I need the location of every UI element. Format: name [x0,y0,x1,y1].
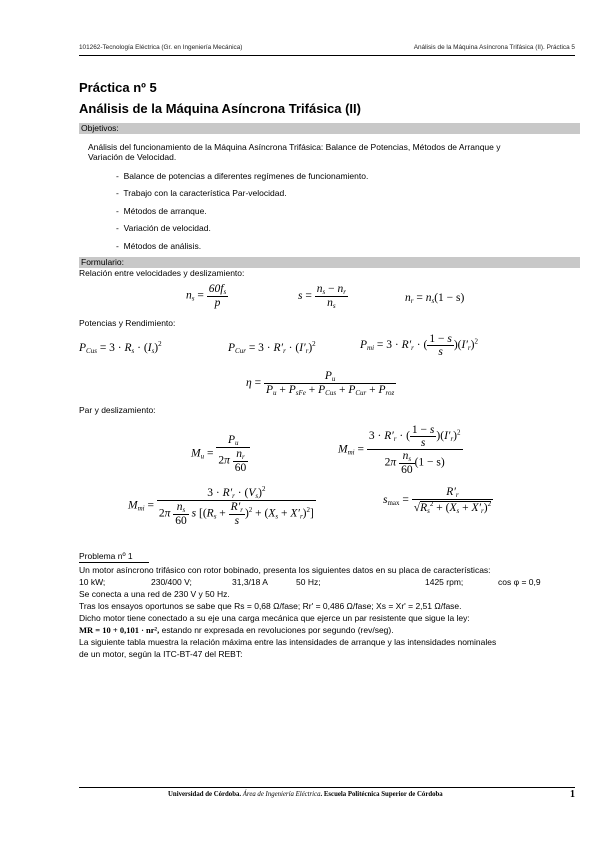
page-title-analisis: Análisis de la Máquina Asíncrona Trifásica (II) [79,101,361,116]
problema-heading: Problema nº 1 [79,551,133,561]
objetivo-item: - Métodos de arranque. [116,206,207,216]
formula-ns: $n_s$ = $\frac{60f_s}{p}$ [186,283,227,309]
formula-efficiency: η = $\frac{P_u}{P_u + P_{sFe} + P_{Cus} + P_{Cur} + P_{roz}}$ [246,370,395,397]
formula-smax: $s_{max}$ = $\frac{R'_r}{√R_s^2 + (X_s + X'_r)^2}$ [383,486,492,515]
formulario-sec-potencias: Potencias y Rendimiento: [79,318,176,328]
objetivo-item: - Balance de potencias a diferentes regímenes de funcionamiento. [116,171,369,181]
header-left: 101262-Tecnología Eléctrica (Gr. en Ingeniería Mecánica) [79,44,243,51]
problema-line8: de un motor, según la ITC-BT-47 del REBT: [79,649,243,659]
formulario-heading: Formulario: [79,257,580,268]
problema-spec-power: 10 kW; [79,577,106,587]
footer-text: Universidad de Córdoba. Área de Ingeniería Eléctrica. Escuela Politécnica Superior de Córdoba [168,791,443,798]
page-title-practica: Práctica nº 5 [79,80,157,95]
problema-line3: Se conecta a una red de 230 V y 50 Hz. [79,589,230,599]
objetivo-item: - Trabajo con la característica Par-velocidad. [116,188,287,198]
formulario-sec-velocidades: Relación entre velocidades y deslizamiento: [79,268,245,278]
problema-line4: Tras los ensayos oportunos se sabe que Rs = 0,68 Ω/fase; Rr' = 0,486 Ω/fase; Xs = Xr' = 2,51 Ω/fase. [79,601,462,611]
page-number: 1 [570,789,575,800]
formula-mu: $M_u$ = $P_u$ 2π $\frac{n_r}{60}$ [191,434,250,474]
problema-spec-frequency: 50 Hz; [296,577,321,587]
formula-slip: s = $\frac{n_s - n_r}{n_s}$ [298,283,346,310]
formulario-sec-par: Par y deslizamiento: [79,405,156,415]
footer-rule [79,787,575,788]
header-rule [79,55,575,56]
problema-spec-cosphi: cos φ = 0,9 [498,577,541,587]
formula-pmi: $P_{mi} = 3 \cdot R'_r$ · ( $\frac{1 - s}{s}$ )$(I'_r)^2$ [360,333,478,358]
objetivos-heading: Objetivos: [79,123,580,134]
problema-line7: La siguiente tabla muestra la relación máxima entre las intensidades de arranque y las intensidades nominales [79,637,497,647]
formula-pcus: $P_{Cus} = 3 \cdot R_s \cdot (I_s)^2$ [79,340,162,355]
header-right: Análisis de la Máquina Asíncrona Trifásica (II). Práctica 5 [413,44,575,51]
problema-line1: Un motor asíncrono trifásico con rotor bobinado, presenta los siguientes datos en su placa de características: [79,565,491,575]
problema-line6: MR = 10 + 0,101 · nr², estando nr expresada en revoluciones por segundo (rev/seg). [79,625,394,635]
objetivos-intro-line1: Análisis del funcionamiento de la Máquina Asíncrona Trifásica: Balance de Potencias, Métodos de Arranque y [88,142,501,152]
formula-pcur: $P_{Cur} = 3 \cdot R'_r \cdot (I'_r)^2$ [228,340,316,355]
formula-mmi-voltage: $M_{mi}$ = $3 \cdot R'_r \cdot (V_s)^2$ 2π $\frac{n_s}{60}$ s [($R_s$ + $\frac{R'_r}{s}$ )$^2 + (X_s + X'_r)^2$] [128,485,314,527]
formula-mmi-slip: $M_{mi}$ = $3 \cdot R'_r$ · ( $\frac{1 - s}{s}$ )$(I'_r)^2$ 2π $\frac{n_s}{60}$ (1 − s) [338,424,461,476]
objetivo-item: - Variación de velocidad. [116,223,211,233]
problema-underline [79,562,149,563]
problema-spec-current: 31,3/18 A [232,577,268,587]
problema-spec-voltage: 230/400 V; [151,577,192,587]
problema-line5: Dicho motor tiene conectado a su eje una carga mecánica que ejerce un par resistente que sigue la ley: [79,613,470,623]
objetivo-item: - Métodos de análisis. [116,241,202,251]
load-torque-law: MR = 10 + 0,101 · nr², [79,625,160,635]
objetivos-intro-line2: Variación de Velocidad. [88,152,177,162]
formula-nr: $n_r = n_s(1 - s)$ [405,292,465,305]
problema-spec-speed: 1425 rpm; [425,577,464,587]
